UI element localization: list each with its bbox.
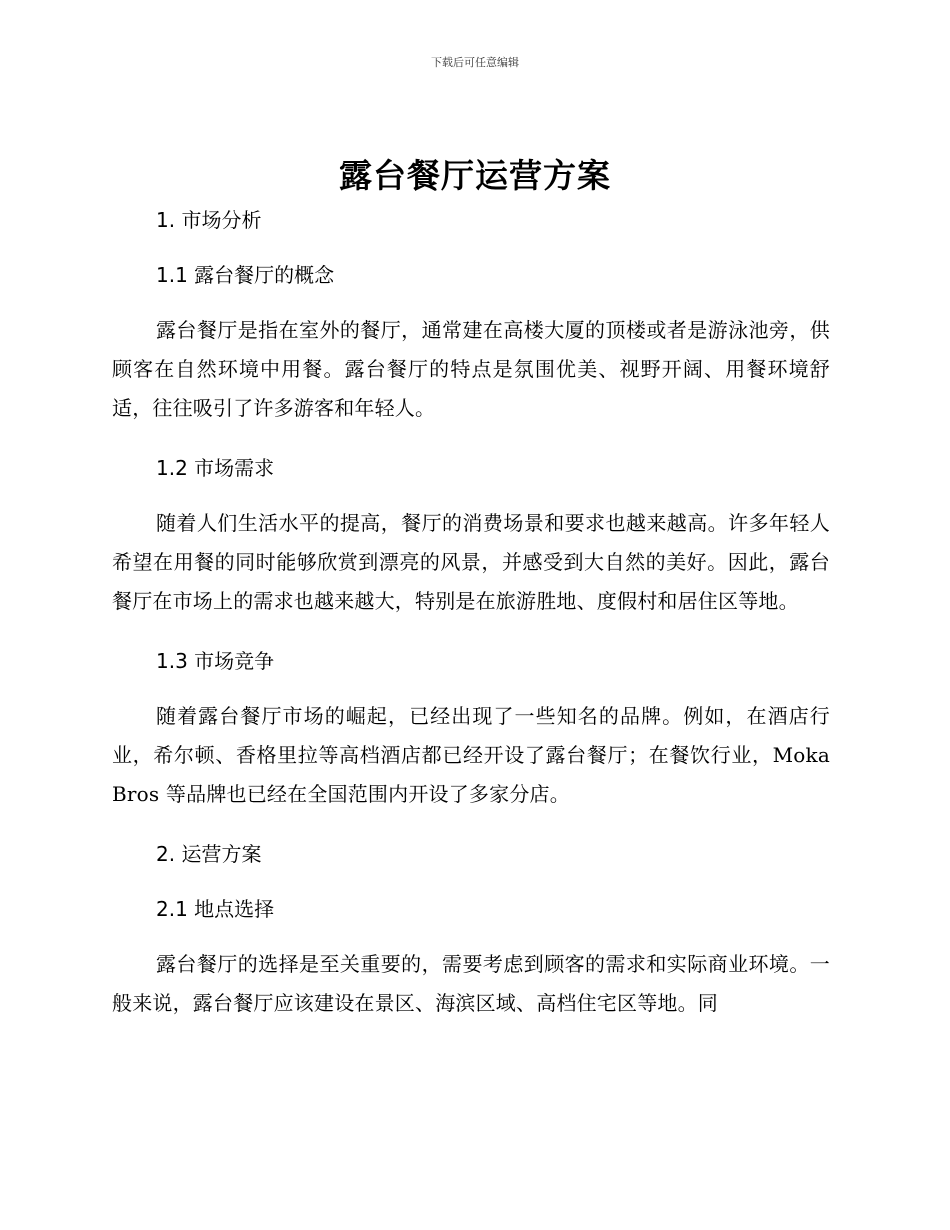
paragraph-location: 露台餐厅的选择是至关重要的，需要考虑到顾客的需求和实际商业环境。一般来说，露台餐厅应该建设在景区、海滨区域、高档住宅区等地。同	[112, 952, 830, 1015]
subsection-heading-concept: 1.1 露台餐厅的概念	[156, 263, 335, 287]
subsection-heading-market-competition: 1.3 市场竞争	[156, 649, 275, 673]
subsection-heading-market-demand: 1.2 市场需求	[156, 456, 275, 480]
section-heading-operation-plan: 2. 运营方案	[156, 842, 262, 866]
page-header-note: 下载后可任意编辑	[431, 56, 519, 69]
paragraph-market-demand: 随着人们生活水平的提高，餐厅的消费场景和要求也越来越高。许多年轻人希望在用餐的同时能够欣赏到漂亮的风景，并感受到大自然的美好。因此，露台餐厅在市场上的需求也越来越大，特别是在旅游胜地、度假村和居住区等地。	[112, 511, 830, 613]
section-heading-market-analysis: 1. 市场分析	[156, 208, 262, 232]
document-title: 露台餐厅运营方案	[339, 156, 611, 195]
paragraph-market-competition: 随着露台餐厅市场的崛起，已经出现了一些知名的品牌。例如，在酒店行业，希尔顿、香格里拉等高档酒店都已经开设了露台餐厅；在餐饮行业，Moka Bros 等品牌也已经在全国范围内开设了多家分店。	[112, 704, 830, 806]
subsection-heading-location: 2.1 地点选择	[156, 897, 275, 921]
paragraph-concept: 露台餐厅是指在室外的餐厅，通常建在高楼大厦的顶楼或者是游泳池旁，供顾客在自然环境中用餐。露台餐厅的特点是氛围优美、视野开阔、用餐环境舒适，往往吸引了许多游客和年轻人。	[112, 318, 830, 420]
document-body	[112, 203, 830, 1023]
